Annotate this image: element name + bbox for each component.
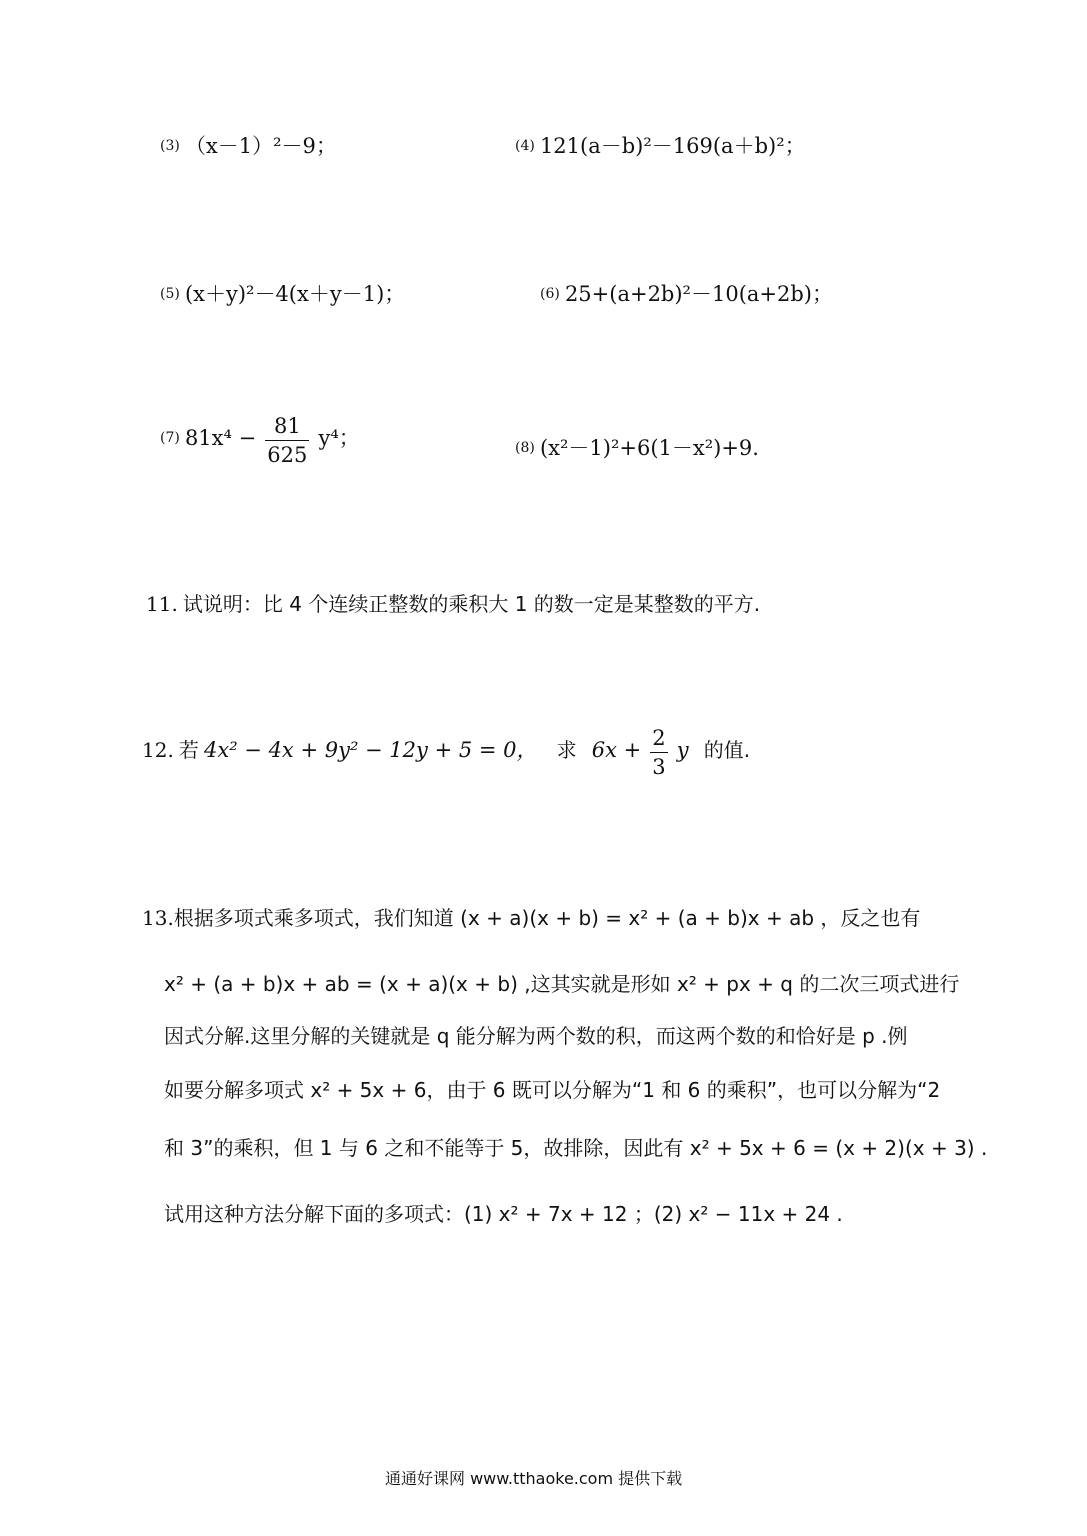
question-13-line-4: 如要分解多项式 x² + 5x + 6，由于 6 既可以分解为“1 和 6 的乘积”，也可以分解为“2 [164,1078,941,1102]
question-13-line-6: 试用这种方法分解下面的多项式：(1) x² + 7x + 12 ；(2) x² − 11x + 24 . [164,1202,843,1226]
item-8 [515,432,759,462]
item-6 [540,278,833,308]
question-11-text: 试说明：比 4 个连续正整数的乘积大 1 的数一定是某整数的平方. [182,592,761,616]
question-12-fraction-denominator: 3 [652,755,666,779]
item-6-expression: 25+(a+2b)²－10(a+2b)； [564,282,834,306]
item-4-number: (4) [515,138,535,154]
question-13-label: 13. [142,906,174,930]
question-12-prefix: 若 [178,738,199,762]
item-7-fraction-denominator: 625 [267,443,308,467]
question-12-equation: 4x² − 4x + 9y² − 12y + 5 = 0， [204,738,538,762]
item-5-number: (5) [160,286,180,302]
question-11-label: 11. [146,592,178,616]
question-13-line-2: x² + (a + b)x + ab = (x + a)(x + b) ,这其实就是形如 x² + px + q 的二次三项式进行 [164,972,960,996]
question-12 [142,724,750,781]
item-3-expression: （x－1）²－9； [184,134,337,158]
question-12-expression-lead: 6x + [591,738,642,762]
question-12-suffix: 的值. [703,738,751,762]
question-13-line-5: 和 3”的乘积，但 1 与 6 之和不能等于 5，故排除，因此有 x² + 5x + 6 = (x + 2)(x + 3) . [164,1136,988,1160]
item-8-number: (8) [515,440,535,456]
question-13-line-3: 因式分解.这里分解的关键就是 q 能分解为两个数的积，而这两个数的和恰好是 p .例 [164,1024,908,1048]
item-5 [160,278,405,308]
item-4-expression: 121(a－b)²－169(a＋b)²； [539,134,806,158]
item-3 [160,130,337,160]
item-3-number: (3) [160,138,180,154]
item-7-fraction-numerator: 81 [273,414,301,438]
item-7-fraction [265,412,309,469]
question-12-fraction [650,724,667,781]
question-13-text-line: 根据多项式乘多项式，我们知道 (x + a)(x + b) = x² + (a + b)x + ab ，反之也有 [173,906,921,930]
item-6-number: (6) [540,286,560,302]
question-12-fraction-numerator: 2 [652,726,666,750]
question-11 [146,588,760,617]
item-8-expression: (x²－1)²+6(1－x²)+9. [539,436,759,460]
item-7-lead: 81x⁴ − [184,426,257,450]
page-footer: 通通好课网 www.tthaoke.com 提供下载 [385,1469,683,1488]
item-4 [515,130,806,160]
item-7-tail: y⁴； [318,426,360,450]
question-12-label: 12. [142,738,174,762]
question-13-line-1 [142,902,920,931]
item-7 [160,412,360,469]
item-7-number: (7) [160,430,180,446]
question-12-expression-tail: y [676,738,689,762]
question-12-mid: 求 [556,738,577,762]
item-5-expression: (x＋y)²－4(x＋y－1)； [184,282,406,306]
